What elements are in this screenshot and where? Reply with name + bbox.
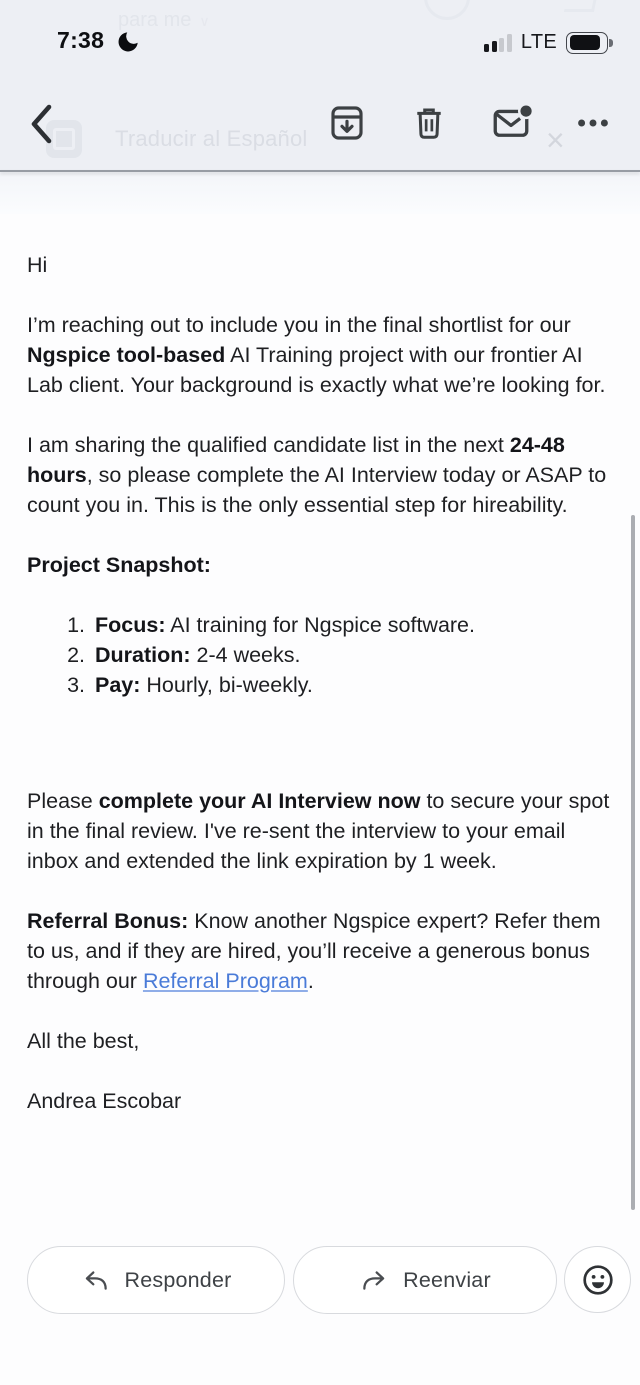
do-not-disturb-moon-icon (116, 29, 141, 59)
sender-name (27, 1086, 615, 1116)
network-type-label: LTE (520, 31, 557, 53)
body-text: AI training for Ngspice software. (165, 613, 475, 637)
archive-icon (327, 102, 367, 144)
ghost-translate-label: Traducir al Español (115, 126, 308, 151)
paragraph-spacer (27, 730, 615, 786)
body-text: . (307, 969, 314, 993)
bold-text: Project Snapshot: (27, 553, 211, 577)
body-text: AI Training project with our frontier AI Lab client. Your background is exactly what we’re looking for. (27, 343, 606, 397)
cta-paragraph (27, 786, 615, 876)
reply-button[interactable] (27, 1246, 285, 1314)
deadline-paragraph (27, 430, 615, 520)
forward-button[interactable] (293, 1246, 557, 1314)
body-text: I’m reaching out to include you in the final shortlist for our (27, 313, 571, 337)
referral-program-link[interactable]: Referral Program (142, 969, 308, 993)
scrollbar[interactable] (631, 515, 636, 1210)
header-subband (0, 172, 640, 214)
bold-text: complete your AI Interview now (98, 789, 421, 813)
body-text: 2-4 weeks. (190, 643, 301, 667)
trash-icon (410, 102, 448, 144)
reply-label: Responder (124, 1267, 232, 1292)
more-horizontal-icon (574, 102, 612, 144)
body-text: I am sharing the qualified candidate list in the next (27, 433, 510, 457)
referral-paragraph (27, 906, 615, 996)
bold-text: Focus: (95, 613, 166, 637)
bold-text: Duration: (95, 643, 191, 667)
signoff (27, 1026, 615, 1056)
status-indicators (484, 31, 608, 54)
archive-button[interactable] (326, 100, 368, 146)
ghost-emoji-icon (424, 0, 470, 20)
status-time: 7:38 (57, 27, 105, 53)
body-text: All the best, (27, 1029, 140, 1053)
list-item (91, 640, 615, 670)
intro-paragraph (27, 310, 615, 400)
delete-button[interactable] (408, 100, 450, 146)
forward-arrow-icon (359, 1267, 389, 1293)
email-body (0, 212, 640, 1146)
body-text: Hourly, bi-weekly. (140, 673, 313, 697)
action-bar (0, 1246, 640, 1314)
battery-fill (570, 35, 601, 50)
ghost-close-icon: × (546, 122, 565, 158)
more-options-button[interactable] (572, 100, 614, 146)
mail-unread-icon (490, 102, 532, 144)
header (0, 0, 640, 170)
bold-text: Ngspice tool-based (27, 343, 226, 367)
toolbar-actions (326, 100, 614, 146)
bold-text: 24-48 hours (27, 433, 565, 487)
body-text: Andrea Escobar (27, 1089, 182, 1113)
reply-arrow-icon (81, 1267, 111, 1293)
smiley-face-icon (581, 1263, 615, 1297)
bold-text: Referral Bonus: (27, 909, 189, 933)
signal-strength-icon (484, 33, 512, 52)
header-divider (0, 170, 640, 172)
body-text: , so please complete the AI Interview today or ASAP to count you in. This is the only essential step for hireability. (27, 463, 607, 517)
body-text: Know another Ngspice expert? Refer them to us, and if they are hired, you’ll receive a generous bonus through our (27, 909, 601, 993)
ghost-recipient-text: para me (118, 9, 192, 31)
ghost-chevron-down-icon: ∨ (199, 13, 210, 29)
battery-icon (566, 32, 608, 54)
list-item (91, 670, 615, 700)
emoji-reaction-button[interactable] (564, 1246, 631, 1313)
body-text: to secure your spot in the final review. I've re-sent the interview to your email inbox and extended the link expiration by 1 week. (27, 789, 610, 873)
body-text: Please (27, 789, 99, 813)
bold-text: Pay: (95, 673, 141, 697)
snapshot-list (27, 610, 615, 700)
greeting (27, 250, 615, 280)
list-item (91, 610, 615, 640)
forward-label: Reenviar (403, 1267, 491, 1292)
mark-unread-button[interactable] (490, 100, 532, 146)
snapshot-heading (27, 550, 615, 580)
ghost-reply-icon (564, 0, 598, 12)
body-text: Hi (27, 253, 48, 277)
back-button[interactable] (25, 102, 59, 146)
